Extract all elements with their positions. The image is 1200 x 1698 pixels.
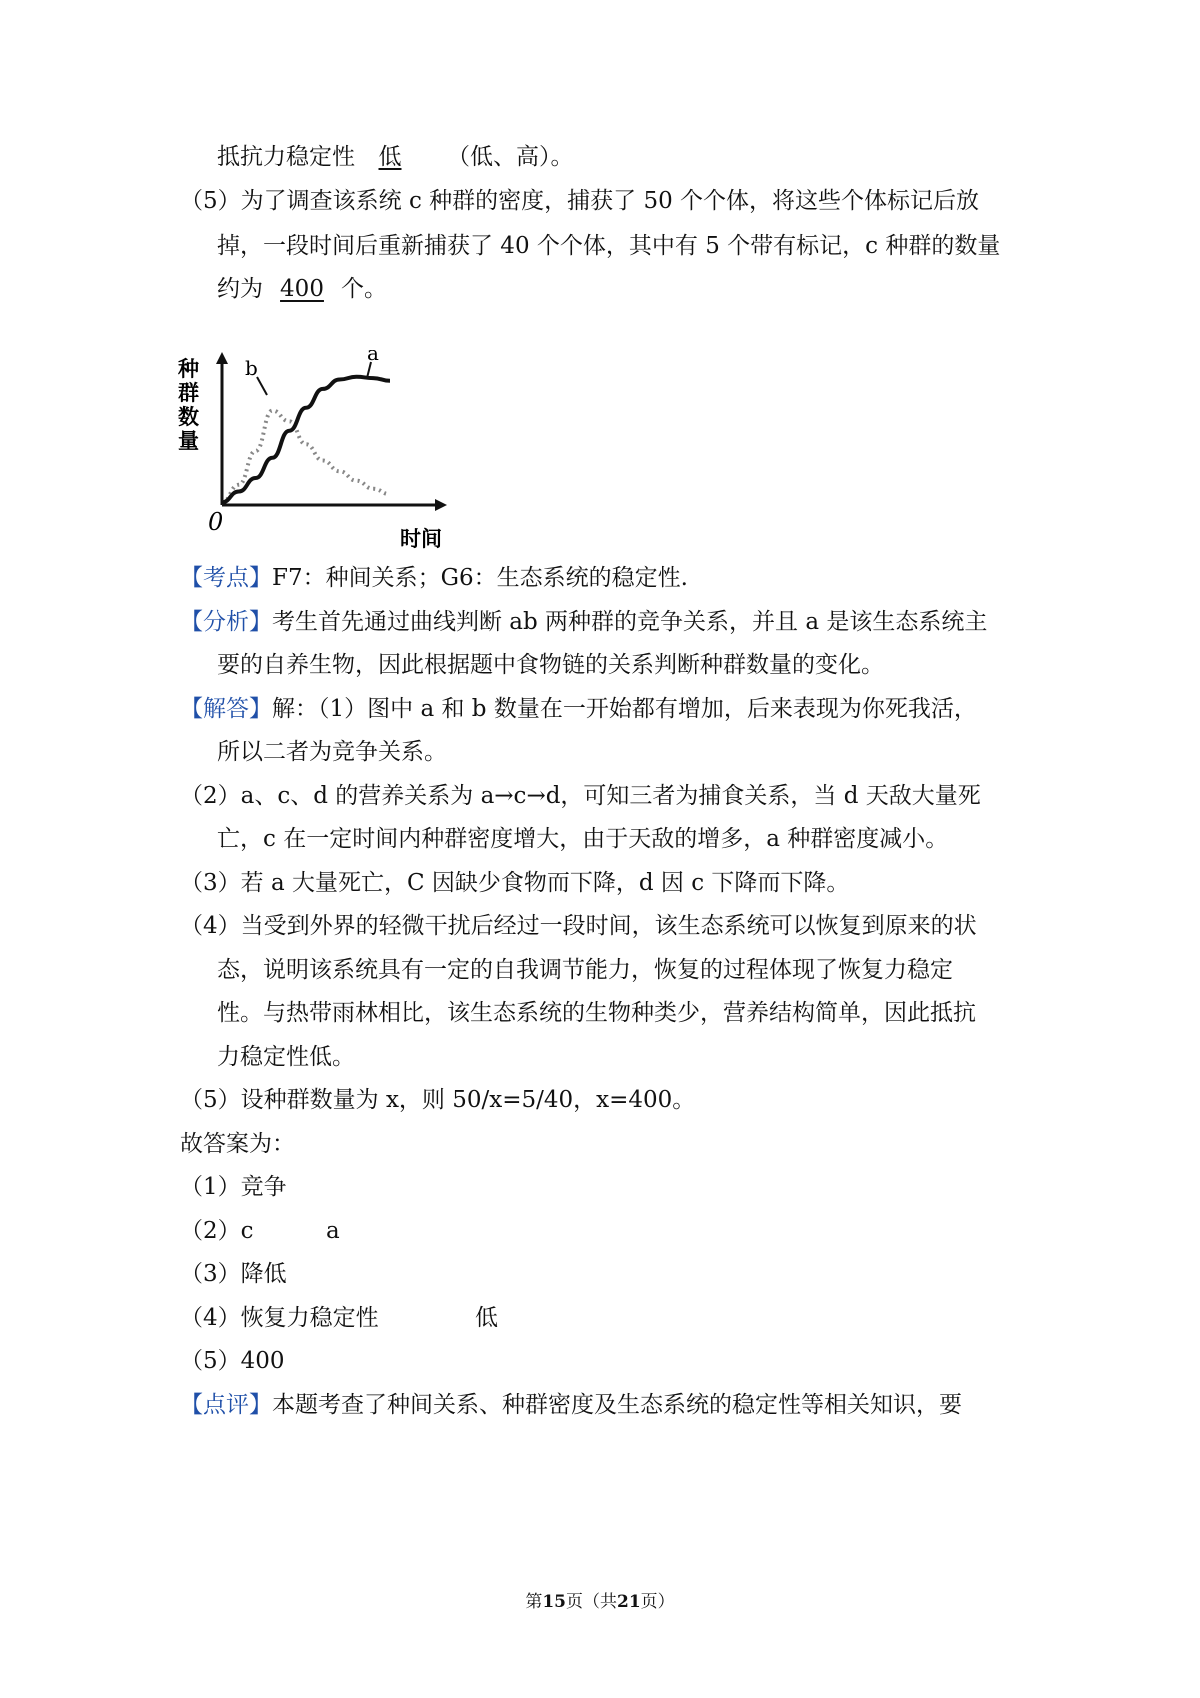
series-b-line xyxy=(222,411,390,503)
answer-2-b: a xyxy=(326,1218,340,1244)
answer-blank-1: 低 xyxy=(378,144,402,170)
jieda-line-2: 所以二者为竞争关系。 xyxy=(217,739,447,765)
total-pages: 21 xyxy=(617,1592,641,1612)
kaodian-line xyxy=(180,563,688,593)
answer-3: （3）降低 xyxy=(180,1261,287,1287)
fenxi-tag: 【分析】 xyxy=(180,609,272,635)
y-label-char: 量 xyxy=(178,429,199,453)
answer-4 xyxy=(180,1303,498,1333)
para-5-line: （5）设种群数量为 x，则 50/x=5/40，x=400。 xyxy=(180,1087,696,1113)
answer-1: （1）竞争 xyxy=(180,1174,287,1200)
text: 抵抗力稳定性 xyxy=(217,144,355,170)
fenxi-line-1 xyxy=(180,607,987,637)
answer-intro: 故答案为： xyxy=(180,1131,295,1157)
dianping-tag: 【点评】 xyxy=(180,1392,272,1418)
origin-label: 0 xyxy=(208,508,224,536)
answer-2-a: （2）c xyxy=(180,1218,254,1244)
footer-post: 页） xyxy=(640,1592,675,1612)
kaodian-text: F7：种间关系；G6：生态系统的稳定性. xyxy=(272,565,688,591)
series-a-label: a xyxy=(367,350,379,365)
question-line-4 xyxy=(217,274,387,304)
para-4-line-3: 性。与热带雨林相比，该生态系统的生物种类少，营养结构简单，因此抵抗 xyxy=(217,1000,976,1026)
jieda-tag: 【解答】 xyxy=(180,696,272,722)
footer-mid: 页（共 xyxy=(566,1592,617,1612)
para-4-line-4: 力稳定性低。 xyxy=(217,1044,355,1070)
question-line-2: （5）为了调查该系统 c 种群的密度，捕获了 50 个个体，将这些个体标记后放 xyxy=(180,188,980,214)
y-label-char: 数 xyxy=(178,405,199,429)
label-b-leader xyxy=(257,377,267,395)
para-2-line-1: （2）a、c、d 的营养关系为 a→c→d，可知三者为捕食关系，当 d 天敌大量死 xyxy=(180,783,981,809)
answer-4-b: 低 xyxy=(475,1305,498,1331)
dianping-text: 本题考查了种间关系、种群密度及生态系统的稳定性等相关知识，要 xyxy=(272,1392,962,1418)
answer-blank-2: 400 xyxy=(280,276,324,302)
y-label-char: 种 xyxy=(178,357,199,381)
footer-pre: 第 xyxy=(525,1592,543,1612)
text: 约为 xyxy=(217,276,263,302)
para-4-line-2: 态，说明该系统具有一定的自我调节能力，恢复的过程体现了恢复力稳定 xyxy=(217,957,953,983)
fenxi-text: 考生首先通过曲线判断 ab 两种群的竞争关系，并且 a 是该生态系统主 xyxy=(272,609,988,635)
x-axis-arrow xyxy=(435,499,447,511)
x-axis-label: 时间 xyxy=(400,527,442,551)
series-b-label: b xyxy=(245,356,258,380)
jieda-text: 解：（1）图中 a 和 b 数量在一开始都有增加，后来表现为你死我活， xyxy=(272,696,977,722)
answer-5: （5）400 xyxy=(180,1348,285,1374)
para-2-line-2: 亡，c 在一定时间内种群密度增大，由于天敌的增多，a 种群密度减小。 xyxy=(217,826,949,852)
page-footer xyxy=(0,1587,1200,1612)
question-line-3: 掉，一段时间后重新捕获了 40 个个体，其中有 5 个带有标记，c 种群的数量 xyxy=(217,233,1001,259)
jieda-line-1 xyxy=(180,694,977,724)
para-3-line: （3）若 a 大量死亡，C 因缺少食物而下降，d 因 c 下降而下降。 xyxy=(180,870,850,896)
y-axis-arrow xyxy=(216,352,228,364)
answer-2 xyxy=(180,1216,340,1246)
para-4-line-1: （4）当受到外界的轻微干扰后经过一段时间，该生态系统可以恢复到原来的状 xyxy=(180,913,977,939)
population-figure xyxy=(175,350,475,555)
y-label-char: 群 xyxy=(178,381,199,405)
text: 个。 xyxy=(341,276,387,302)
dianping-line xyxy=(180,1390,962,1420)
text: （低、高）。 xyxy=(447,144,574,170)
kaodian-tag: 【考点】 xyxy=(180,565,272,591)
page-number: 15 xyxy=(542,1592,566,1612)
question-line-1 xyxy=(217,142,574,172)
fenxi-line-2: 要的自养生物，因此根据题中食物链的关系判断种群数量的变化。 xyxy=(217,652,884,678)
answer-4-a: （4）恢复力稳定性 xyxy=(180,1305,379,1331)
